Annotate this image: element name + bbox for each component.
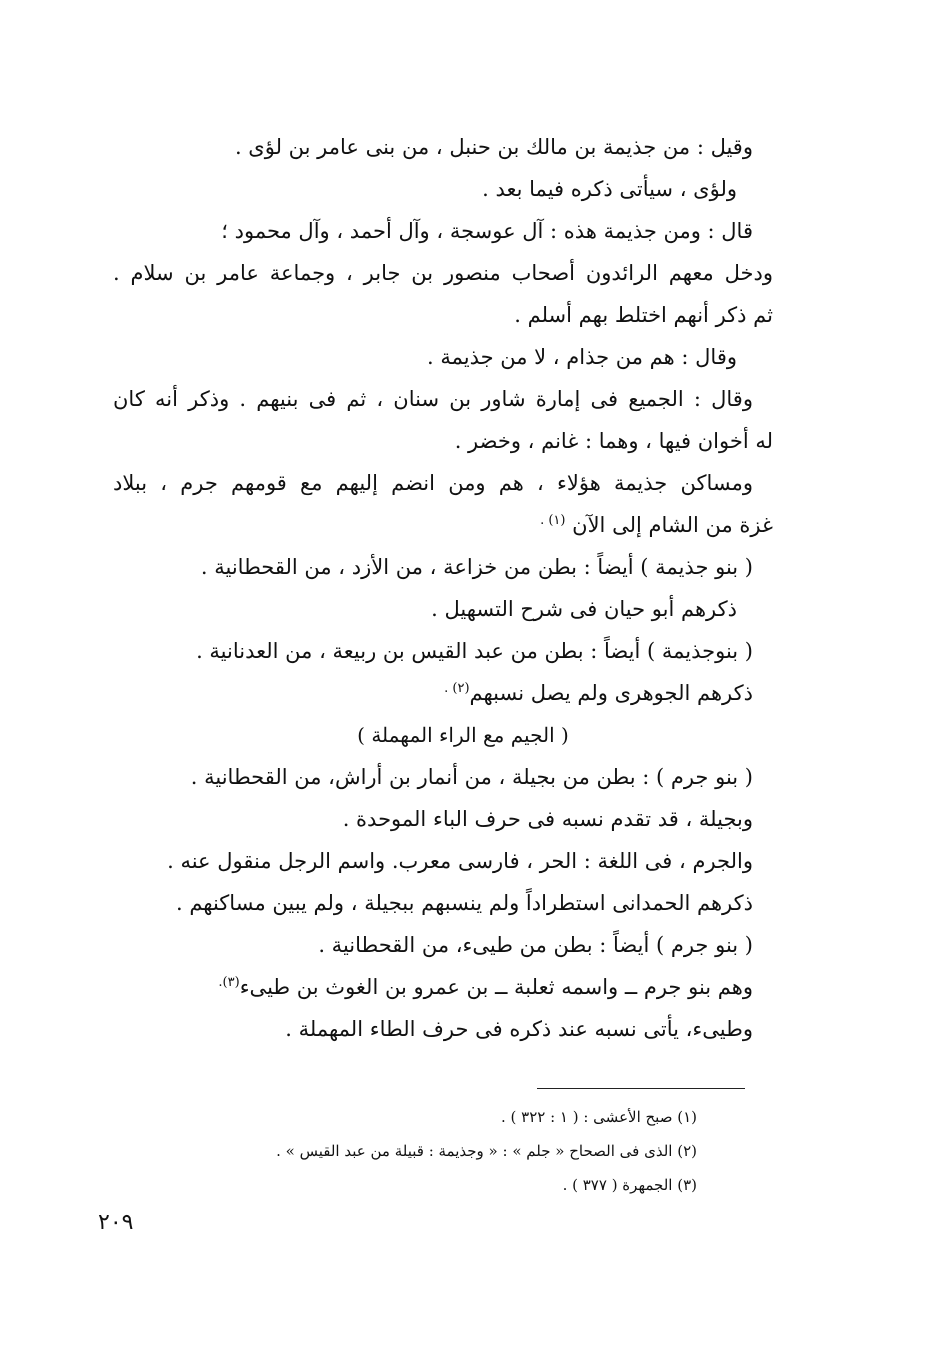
text-line: وقيل : من جذيمة بن مالك بن حنبل ، من بنى عامر بن لؤى . bbox=[234, 135, 753, 159]
text-line: ذكرهم الحمدانى استطراداً ولم ينسبهم ببجيلة ، ولم يبين مساكنهم . bbox=[175, 891, 753, 915]
text-line: وبجيلة ، قد تقدم نسبه فى حرف الباء الموحدة . bbox=[342, 807, 753, 831]
text-line: وطيىء، يأتى نسبه عند ذكره فى حرف الطاء المهملة . bbox=[285, 1017, 753, 1041]
text-line bbox=[113, 966, 753, 1008]
text-line: قال : ومن جذيمة هذه : آل عوسجة ، وآل أحمد ، وآل محمود ؛ bbox=[221, 219, 753, 243]
text-line: ( بنو جرم ) أيضاً : بطن من طيىء، من القحطانية . bbox=[318, 933, 753, 957]
text-line: والجرم ، فى اللغة : الحر ، فارسى معرب. واسم الرجل منقول عنه . bbox=[167, 849, 753, 873]
main-text bbox=[113, 126, 773, 1050]
section-heading: ( الجيم مع الراء المهملة ) bbox=[357, 723, 569, 747]
text-line bbox=[113, 504, 773, 546]
text-line: ودخل معهم الرائدون أصحاب منصور بن جابر ، وجماعة عامر بن سلام . bbox=[113, 261, 773, 285]
text-line bbox=[113, 672, 753, 714]
text-line: ولؤى ، سيأتى ذكره فيما بعد . bbox=[482, 177, 737, 201]
footnote-marker: (٣). bbox=[218, 975, 240, 990]
text-line-body: ذكرهم الجوهرى ولم يصل نسبهم bbox=[469, 681, 753, 705]
text-line: وقال : هم من جذام ، لا من جذيمة . bbox=[426, 345, 737, 369]
text-line: له أخوان فيها ، وهما : غانم ، وخضر . bbox=[454, 429, 773, 453]
footnotes bbox=[177, 1100, 697, 1202]
text-line: ذكرهم أبو حيان فى شرح التسهيل . bbox=[431, 597, 737, 621]
footnote: (١) صبح الأعشى : ( ١ : ٣٢٢ ) . bbox=[500, 1108, 697, 1126]
text-line: ( بنو جذيمة ) أيضاً : بطن من خزاعة ، من الأزد ، من القحطانية . bbox=[200, 555, 753, 579]
text-line-body: غزة من الشام إلى الآن bbox=[572, 513, 773, 537]
text-line: ( بنوجذيمة ) أيضاً : بطن من عبد القيس بن ربيعة ، من العدنانية . bbox=[196, 639, 753, 663]
page-number: ٢٠٩ bbox=[98, 1210, 134, 1235]
text-line: ثم ذكر أنهم اختلط بهم أسلم . bbox=[514, 303, 773, 327]
footnote-divider bbox=[537, 1088, 745, 1089]
text-line: وقال : الجميع فى إمارة شاور بن سنان ، ثم فى بنيهم . وذكر أنه كان bbox=[113, 387, 753, 411]
footnote: (٣) الجمهرة ( ٣٧٧ ) . bbox=[562, 1176, 697, 1194]
text-line: ( بنو جرم ) : بطن من بجيلة ، من أنمار بن أراش، من القحطانية . bbox=[190, 765, 753, 789]
footnote: (٢) الذى فى الصحاح « جلم » : « وجذيمة : قبيلة من عبد القيس » . bbox=[276, 1142, 697, 1160]
footnote-marker: (٢) . bbox=[444, 681, 470, 696]
text-line-body: وهم بنو جرم ــ واسمه ثعلبة ــ بن عمرو بن الغوث بن طيىء bbox=[239, 975, 753, 999]
text-line: ومساكن جذيمة هؤلاء ، هم ومن انضم إليهم مع قومهم جرم ، ببلاد bbox=[113, 471, 753, 495]
footnote-marker: (١) . bbox=[540, 513, 566, 528]
